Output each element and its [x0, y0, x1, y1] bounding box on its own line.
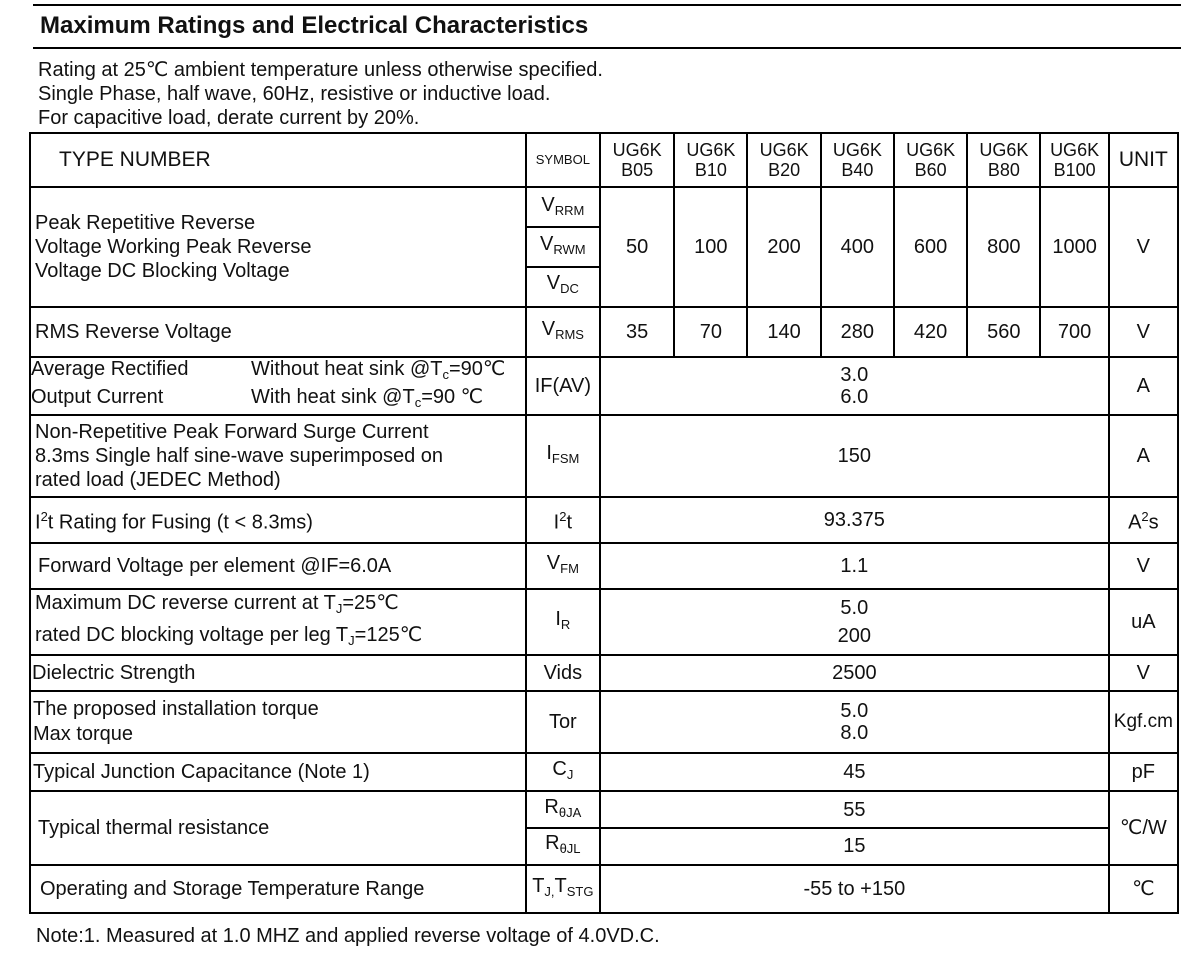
- table-row: [30, 187, 1178, 307]
- top-rule: [33, 4, 1181, 6]
- table-row: [30, 865, 1178, 913]
- value-cell: 560: [967, 307, 1040, 357]
- unit-cell: V: [1109, 307, 1178, 357]
- value-cell: 45: [600, 753, 1109, 791]
- symbol-cell: $V_{RMS}$: [526, 307, 600, 357]
- value-cell: 400: [821, 187, 894, 307]
- footnote: Note:1. Measured at 1.0 MHZ and applied reverse voltage of 4.0VD.C.: [36, 925, 660, 947]
- unit-cell: Kgf.cm: [1109, 691, 1178, 753]
- symbol-cell: $V_{RRM}$ $V_{RWM}$ $V_{DC}$: [526, 187, 600, 307]
- unit-cell: V: [1109, 655, 1178, 691]
- value-cell: 200: [747, 187, 820, 307]
- value-cell: 700: [1040, 307, 1108, 357]
- value-cell: 2500: [600, 655, 1109, 691]
- table-row: [30, 497, 1178, 543]
- unit-cell: ℃/W: [1109, 791, 1178, 865]
- value-cell: 420: [894, 307, 967, 357]
- value-cell: 70: [674, 307, 747, 357]
- page-title: Maximum Ratings and Electrical Characteristics: [40, 12, 589, 39]
- header-row: [30, 133, 1178, 187]
- value-cell: 3.0 6.0: [600, 357, 1109, 415]
- table-row: [30, 589, 1178, 655]
- param-cell: Forward Voltage per element @IF=6.0A: [30, 543, 526, 589]
- param-cell: $I^2t$ Rating for Fusing (t < 8.3ms): [30, 497, 526, 543]
- part-header: UG6K B20: [747, 133, 820, 187]
- part-header: UG6K B10: [674, 133, 747, 187]
- symbol-cell: $I^2t$: [526, 497, 600, 543]
- unit-cell: V: [1109, 187, 1178, 307]
- param-cell: Typical thermal resistance: [30, 791, 526, 865]
- param-cell: Non-Repetitive Peak Forward Surge Current 8.3ms Single half sine-wave superimposed on rated load (JEDEC Method): [30, 415, 526, 497]
- value-cell: 1000: [1040, 187, 1108, 307]
- value-cell: 800: [967, 187, 1040, 307]
- value-cell: 280: [821, 307, 894, 357]
- value-cell: 55 15: [600, 791, 1109, 865]
- table-row: [30, 791, 1178, 865]
- title-rule: [33, 47, 1181, 49]
- value-cell: -55 to +150: [600, 865, 1109, 913]
- value-cell: 5.0 8.0: [600, 691, 1109, 753]
- symbol-cell: $T_{J,}T_{STG}$: [526, 865, 600, 913]
- symbol-header: SYMBOL: [526, 133, 600, 187]
- value-cell: 50: [600, 187, 674, 307]
- part-header: UG6K B60: [894, 133, 967, 187]
- symbol-cell: $C_J$: [526, 753, 600, 791]
- unit-cell: V: [1109, 543, 1178, 589]
- part-header: UG6K B100: [1040, 133, 1108, 187]
- symbol-cell: $I_R$: [526, 589, 600, 655]
- unit-cell: A: [1109, 357, 1178, 415]
- value-cell: 35: [600, 307, 674, 357]
- param-cell: Dielectric Strength: [30, 655, 526, 691]
- part-header: UG6K B80: [967, 133, 1040, 187]
- param-cell: Operating and Storage Temperature Range: [30, 865, 526, 913]
- table-row: [30, 357, 1178, 415]
- table-row: [30, 307, 1178, 357]
- type-number-header: TYPE NUMBER: [30, 133, 526, 187]
- param-cell: Maximum DC reverse current at $T_J=25℃$ rated DC blocking voltage per leg $T_J=125℃$: [30, 589, 526, 655]
- symbol-cell: $R_{\theta JA}$ $R_{\theta JL}$: [526, 791, 600, 865]
- param-cell: Peak Repetitive Reverse Voltage Working Peak Reverse Voltage DC Blocking Voltage: [30, 187, 526, 307]
- table-row: [30, 655, 1178, 691]
- condition-line: Single Phase, half wave, 60Hz, resistive or inductive load.: [38, 83, 551, 105]
- table-row: [30, 415, 1178, 497]
- value-cell: 1.1: [600, 543, 1109, 589]
- table-row: [30, 753, 1178, 791]
- table-row: [30, 543, 1178, 589]
- unit-cell: A: [1109, 415, 1178, 497]
- symbol-cell: $I_{FSM}$: [526, 415, 600, 497]
- value-cell: 600: [894, 187, 967, 307]
- table-row: [30, 691, 1178, 753]
- value-cell: 150: [600, 415, 1109, 497]
- unit-cell: ℃: [1109, 865, 1178, 913]
- unit-cell: $A^2s$: [1109, 497, 1178, 543]
- condition-line: Rating at 25℃ ambient temperature unless otherwise specified.: [38, 59, 603, 81]
- param-cell: Typical Junction Capacitance (Note 1): [30, 753, 526, 791]
- symbol-cell: $V_{FM}$: [526, 543, 600, 589]
- value-cell: 5.0 200: [600, 589, 1109, 655]
- unit-cell: pF: [1109, 753, 1178, 791]
- ratings-table: [29, 132, 1179, 914]
- value-cell: 140: [747, 307, 820, 357]
- param-cell: RMS Reverse Voltage: [30, 307, 526, 357]
- unit-cell: uA: [1109, 589, 1178, 655]
- unit-header: UNIT: [1109, 133, 1178, 187]
- condition-line: For capacitive load, derate current by 20%.: [38, 107, 420, 129]
- value-cell: 100: [674, 187, 747, 307]
- param-cell: Average Rectified Without heat sink $@T_c=90℃$ Output Current With heat sink $@T_c=90$ ℃: [30, 357, 526, 415]
- symbol-cell: IF(AV): [526, 357, 600, 415]
- symbol-cell: Vids: [526, 655, 600, 691]
- param-cell: The proposed installation torque Max torque: [30, 691, 526, 753]
- value-cell: 93.375: [600, 497, 1109, 543]
- part-header: UG6K B05: [600, 133, 674, 187]
- part-header: UG6K B40: [821, 133, 894, 187]
- symbol-cell: Tor: [526, 691, 600, 753]
